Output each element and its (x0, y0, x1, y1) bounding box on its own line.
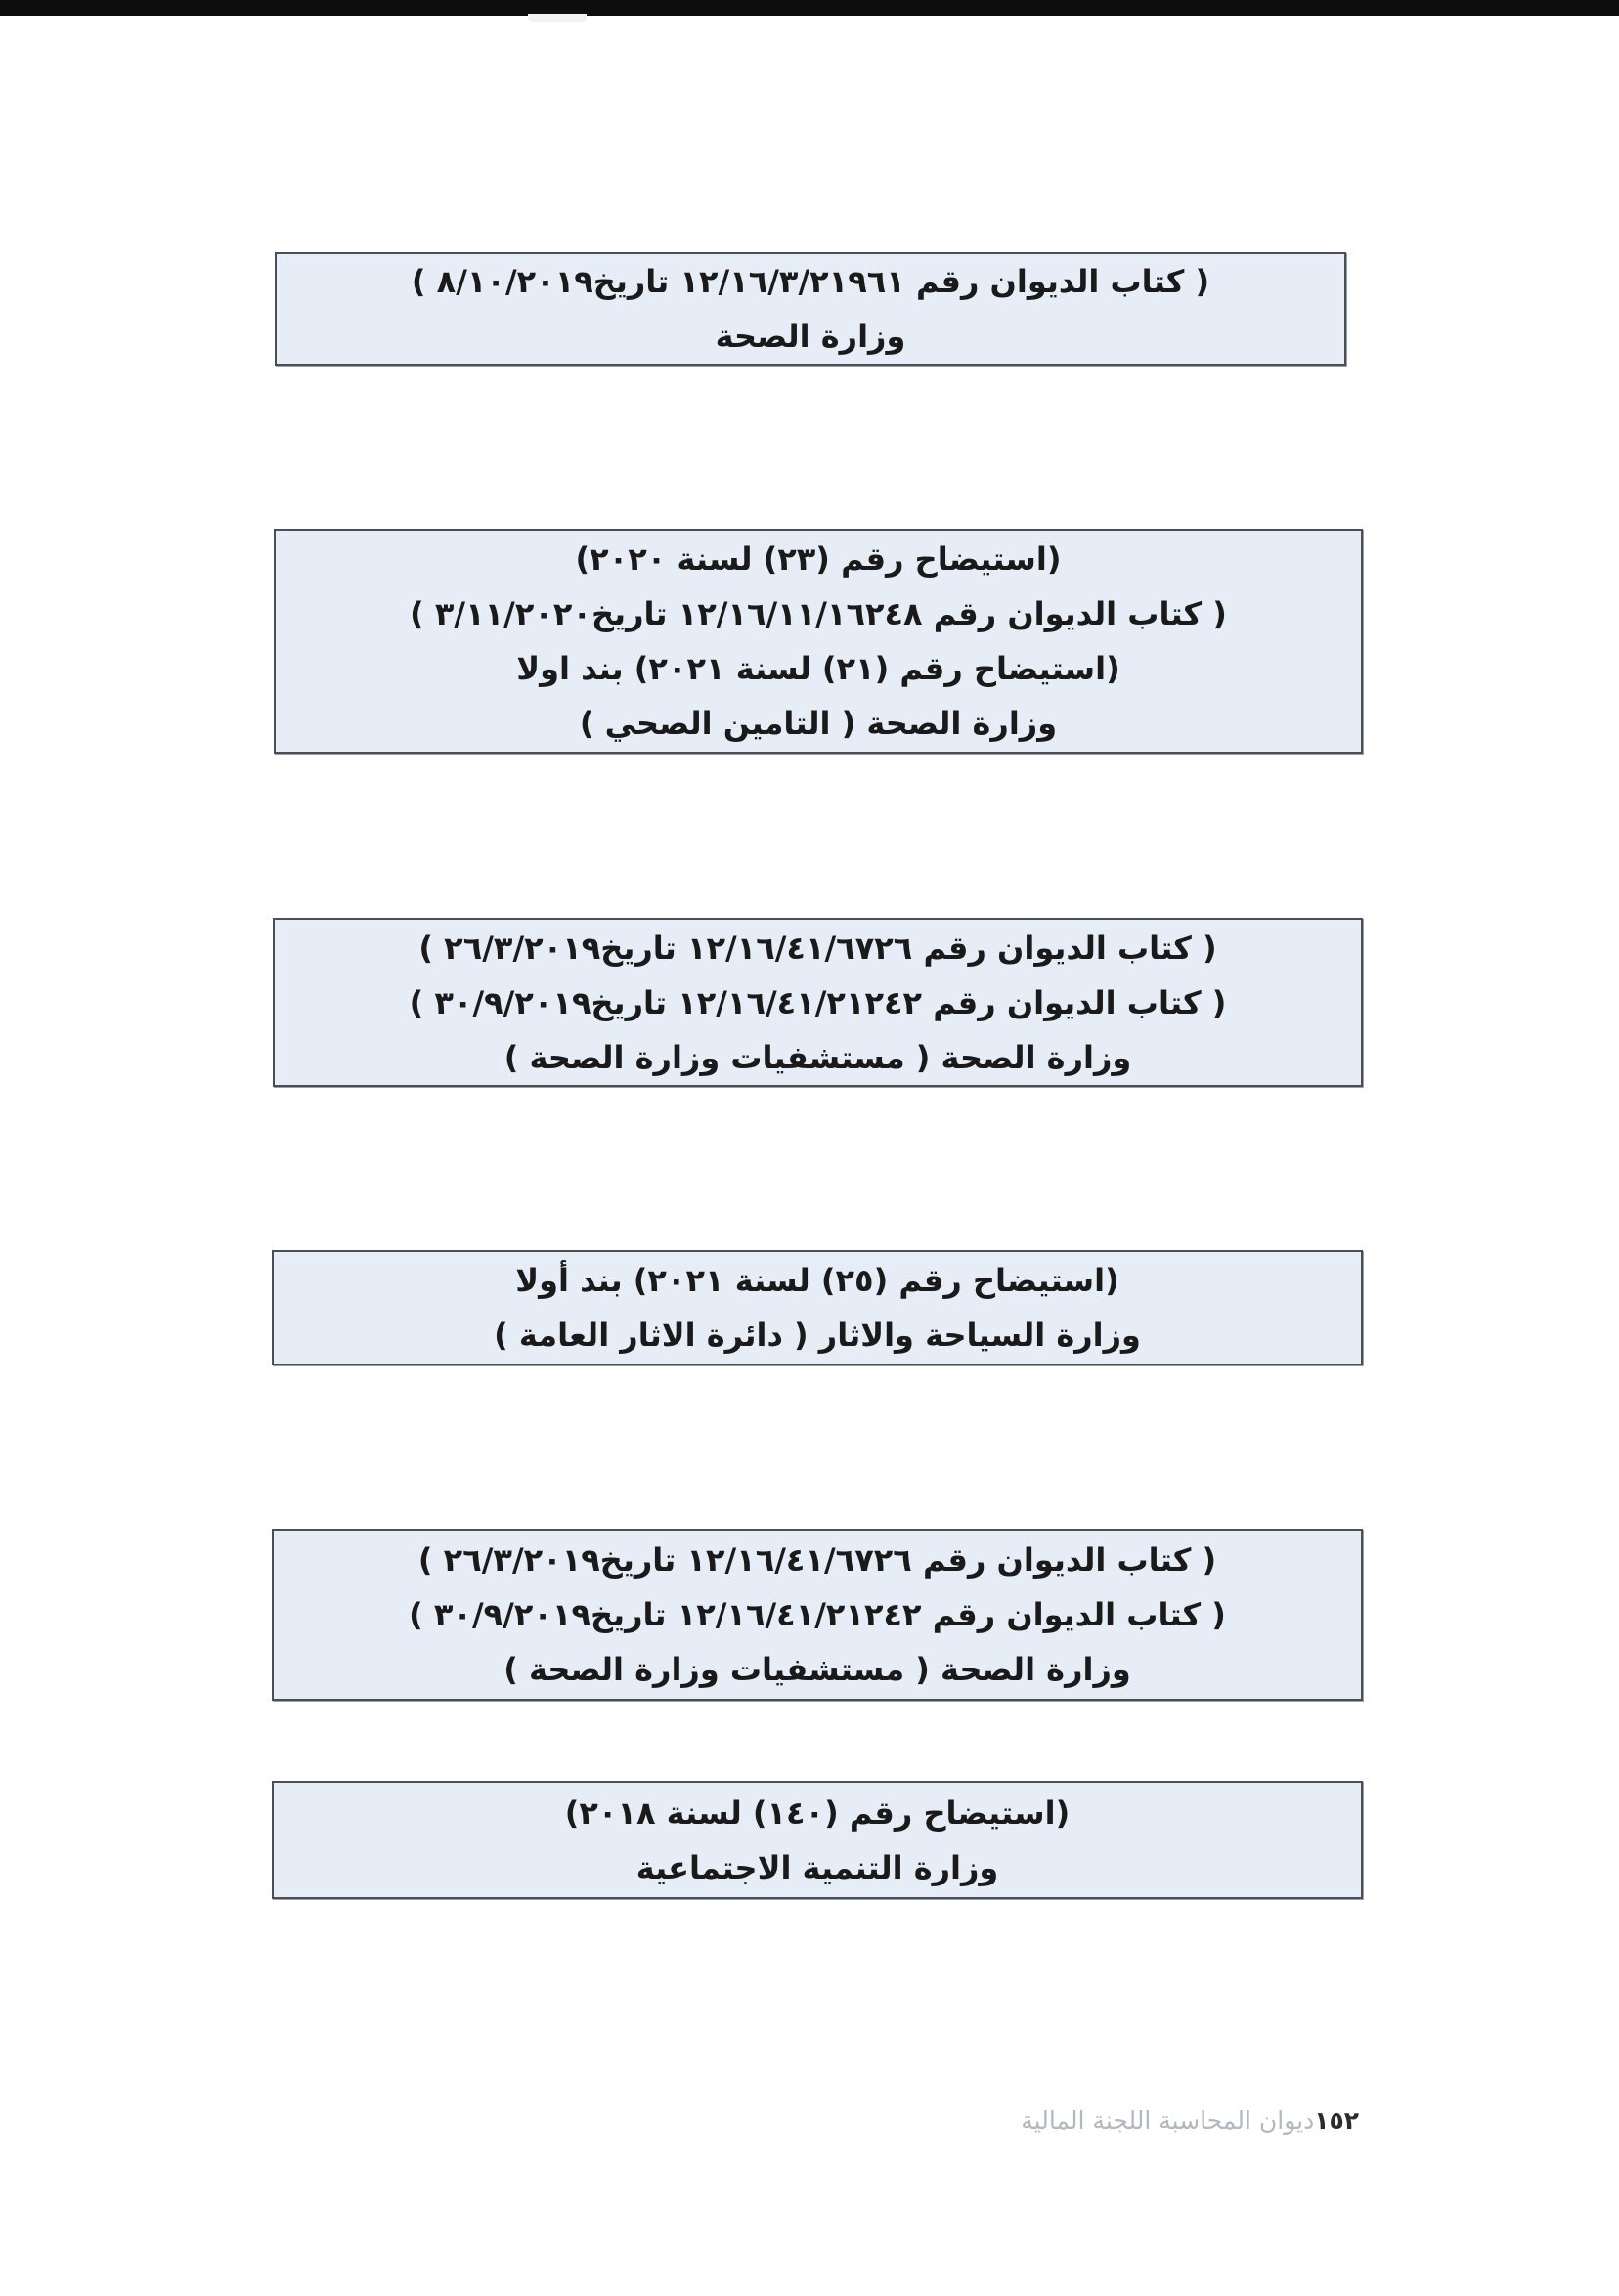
box-4-line-1: (استيضاح رقم (٢٥) لسنة ٢٠٢١) بند أولا (515, 1262, 1119, 1299)
box-3-line-1: ( كتاب الديوان رقم ١٢/١٦/٤١/٦٧٢٦ تاريخ٢٦/٣/٢٠١٩ ) (418, 929, 1217, 967)
box-2-line-4: وزارة الصحة ( التامين الصحي ) (579, 705, 1058, 742)
box-2-line-2: ( كتاب الديوان رقم ١٢/١٦/١١/١٦٢٤٨ تاريخ٣/١١/٢٠٢٠ ) (410, 595, 1227, 632)
page-footer (782, 2103, 1359, 2139)
reference-box-2 (274, 529, 1363, 754)
box-3-line-2: ( كتاب الديوان رقم ١٢/١٦/٤١/٢١٢٤٢ تاريخ٣٠/٩/٢٠١٩ ) (409, 983, 1227, 1021)
box-2-line-3: (استيضاح رقم (٢١) لسنة ٢٠٢١) بند اولا (516, 650, 1120, 687)
reference-box-3 (273, 918, 1363, 1087)
reference-box-1 (275, 252, 1346, 366)
scan-top-notch (528, 14, 587, 22)
scan-top-border (0, 0, 1619, 16)
box-1-line-2: وزارة الصحة (715, 318, 906, 355)
box-3-line-3: وزارة الصحة ( مستشفيات وزارة الصحة ) (503, 1038, 1132, 1076)
page-number: ١٥٢ (1314, 2106, 1359, 2135)
box-2-line-1: (استيضاح رقم (٢٣) لسنة ٢٠٢٠) (575, 541, 1062, 578)
box-5-line-2: ( كتاب الديوان رقم ١٢/١٦/٤١/٢١٢٤٢ تاريخ٣٠/٩/٢٠١٩ ) (409, 1596, 1226, 1633)
reference-box-6 (272, 1781, 1363, 1899)
box-6-line-2: وزارة التنمية الاجتماعية (635, 1848, 999, 1886)
box-4-line-2: وزارة السياحة والاثار ( دائرة الاثار العامة ) (494, 1317, 1141, 1354)
box-1-line-1: ( كتاب الديوان رقم ١٢/١٦/٣/٢١٩٦١ تاريخ٨/١٠/٢٠١٩ ) (411, 263, 1210, 300)
footer-caption: ديوان المحاسبة اللجنة المالية (1021, 2106, 1315, 2135)
box-5-line-1: ( كتاب الديوان رقم ١٢/١٦/٤١/٦٧٢٦ تاريخ٢٦/٣/٢٠١٩ ) (417, 1541, 1217, 1579)
box-5-line-3: وزارة الصحة ( مستشفيات وزارة الصحة ) (503, 1651, 1131, 1688)
reference-box-4 (272, 1250, 1363, 1365)
box-6-line-1: (استيضاح رقم (١٤٠) لسنة ٢٠١٨) (564, 1794, 1071, 1832)
reference-box-5 (272, 1529, 1363, 1701)
